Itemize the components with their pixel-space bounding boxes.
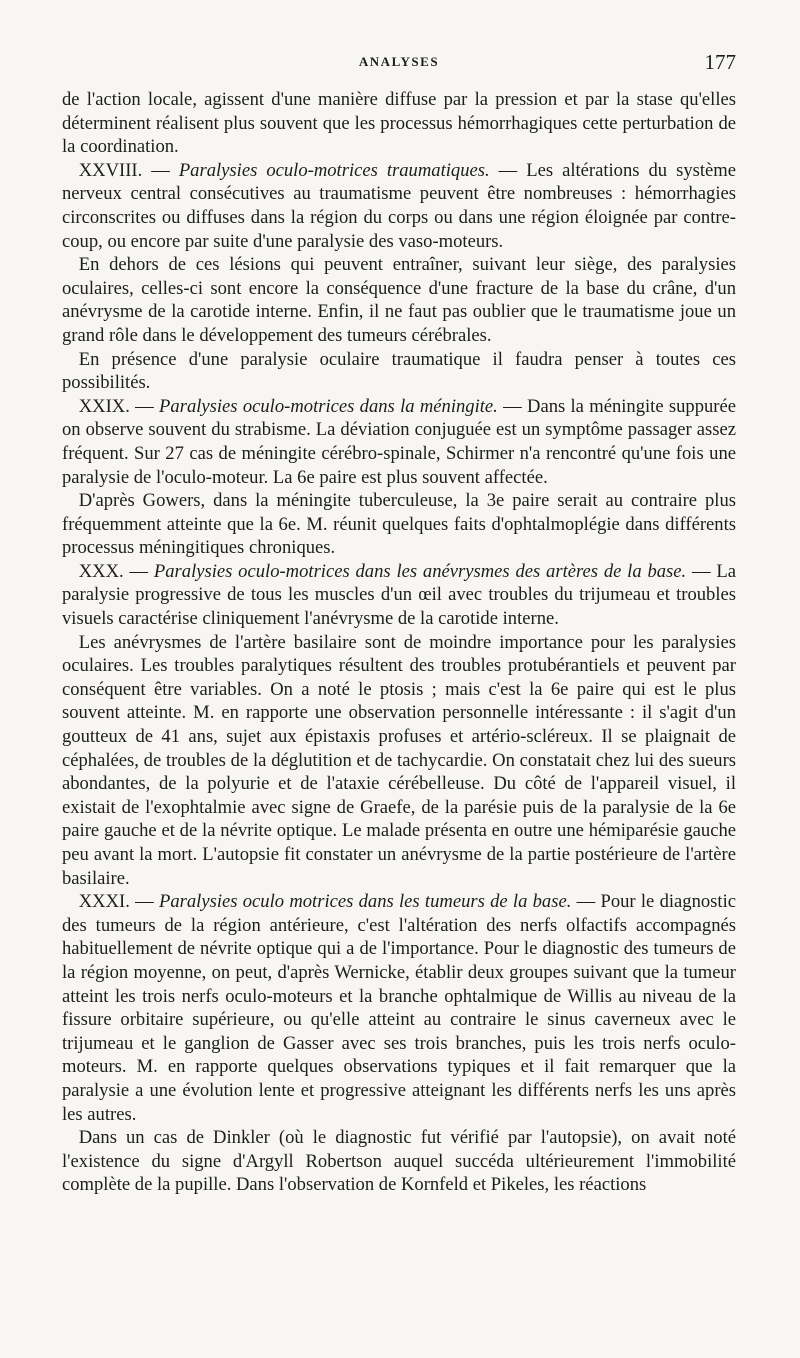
paragraph	[62, 253, 736, 347]
paragraph	[62, 88, 736, 159]
paragraph-text: — Pour le diagnostic des tumeurs de la région antérieure, c'est l'altération des nerfs olfactifs accompagnés habituellement de névrite optique qui a de l'importance. Pour le diagnostic des tumeurs de la région moyenne, on peut, d'après Wernicke, établir deux groupes suivant que la tumeur atteint les trois nerfs oculo-moteurs et la branche ophtalmique de Willis au niveau de la fissure orbitaire supérieure, ou qu'elle atteint au contraire le sinus caverneux avec le trijumeau et le ganglion de Gasser avec ses trois branches, puis les trois nerfs oculo-moteurs. M. en rapporte quelques observations typiques et il fait remarquer que la paralysie a une évolution lente et progressive atteignant les différents nerfs les uns après les autres.	[62, 891, 736, 1125]
section-title: Paralysies oculo-motrices traumatiques.	[178, 159, 490, 181]
paragraph-text: Dans un cas de Dinkler (où le diagnostic fut vérifié par l'autopsie), on avait noté l'existence du signe d'Argyll Robertson auquel succéda ultérieurement l'immobilité complète de la pupille. Dans l'observation de Kornfeld et Pikeles, les réactions	[62, 1127, 736, 1196]
paragraph-text: D'après Gowers, dans la méningite tuberculeuse, la 3e paire serait au contraire plus fréquemment atteinte que la 6e. M. réunit quelques faits d'ophtalmoplégie dans différents processus méningitiques chroniques.	[62, 490, 736, 559]
section-number: XXX. —	[78, 560, 154, 582]
paragraph-text: — Les altérations du système nerveux central consécutives au traumatisme peuvent être nombreuses : hémorrhagies circonscrites ou diffuses dans la région du corps ou dans une région éloignée par contre-coup, ou encore par suite d'une paralysie des vaso-moteurs.	[62, 159, 736, 252]
section-paragraph	[62, 890, 736, 1126]
section-title: Paralysies oculo-motrices dans les anévrysmes des artères de la base.	[153, 560, 687, 582]
paragraph	[62, 631, 736, 891]
section-title: Paralysies oculo motrices dans les tumeurs de la base.	[158, 891, 572, 913]
section-paragraph	[62, 159, 736, 253]
paragraph-text: de l'action locale, agissent d'une manière diffuse par la pression et par la stase qu'elles déterminent réalisent plus souvent que les processus hémorrhagiques cette perturbation de la coordination.	[62, 89, 736, 158]
running-head: ANALYSES	[358, 54, 440, 69]
section-number: XXXI. —	[78, 891, 159, 913]
paragraph	[62, 348, 736, 395]
section-paragraph	[62, 560, 736, 631]
paragraph-text: Les anévrysmes de l'artère basilaire sont de moindre importance pour les paralysies oculaires. Les troubles paralytiques résultent des troubles protubérantiels et peuvent par conséquent être variables. On a noté le ptosis ; mais c'est la 6e paire qui est le plus souvent atteinte. M. en rapporte une observation personnelle intéressante : il s'agit d'un goutteux de 41 ans, sujet aux épistaxis profuses et artério-scléreux. Il se plaignait de céphalées, de troubles de la déglutition et de tachycardie. On constatait chez lui des sueurs abondantes, de la polyurie et de l'ataxie cérébelleuse. Du côté de l'appareil visuel, il existait de l'exophtalmie avec signe de Graefe, de la parésie puis de la paralysie de la 6e paire gauche et de la névrite optique. Le malade présenta en outre une hémiparésie gauche peu avant la mort. L'autopsie fit constater un anévrysme de la partie postérieure de l'artère basilaire.	[62, 631, 736, 889]
section-paragraph	[62, 395, 736, 489]
paragraph-text: — Dans la méningite suppurée on observe souvent du strabisme. La déviation conjuguée est un symptôme passager assez fréquent. Sur 27 cas de méningite cérébro-spinale, Schirmer n'a rencontré qu'une fois une paralysie de l'oculo-moteur. La 6e paire est plus souvent affectée.	[62, 395, 737, 488]
page-number: 177	[704, 50, 736, 74]
paragraph-text: — La paralysie progressive de tous les muscles d'un œil avec troubles du trijumeau et troubles visuels caractérise cliniquement l'anévrysme de la carotide interne.	[62, 560, 736, 630]
paragraph-text: En dehors de ces lésions qui peuvent entraîner, suivant leur siège, des paralysies oculaires, celles-ci sont encore la conséquence d'une fracture de la base du crâne, d'un anévrysme de la carotide interne. Enfin, il ne faut pas oublier que le traumatisme joue un grand rôle dans le développement des tumeurs cérébrales.	[62, 254, 736, 346]
paragraph-text: En présence d'une paralysie oculaire traumatique il faudra penser à toutes ces possibilités.	[62, 348, 736, 394]
paragraph	[62, 489, 736, 560]
section-title: Paralysies oculo-motrices dans la méningite.	[159, 395, 498, 417]
page-header	[62, 50, 736, 80]
paragraph	[62, 1126, 736, 1197]
section-number: XXIX. —	[78, 395, 160, 417]
body-text	[62, 88, 736, 1197]
section-number: XXVIII. —	[78, 159, 179, 181]
